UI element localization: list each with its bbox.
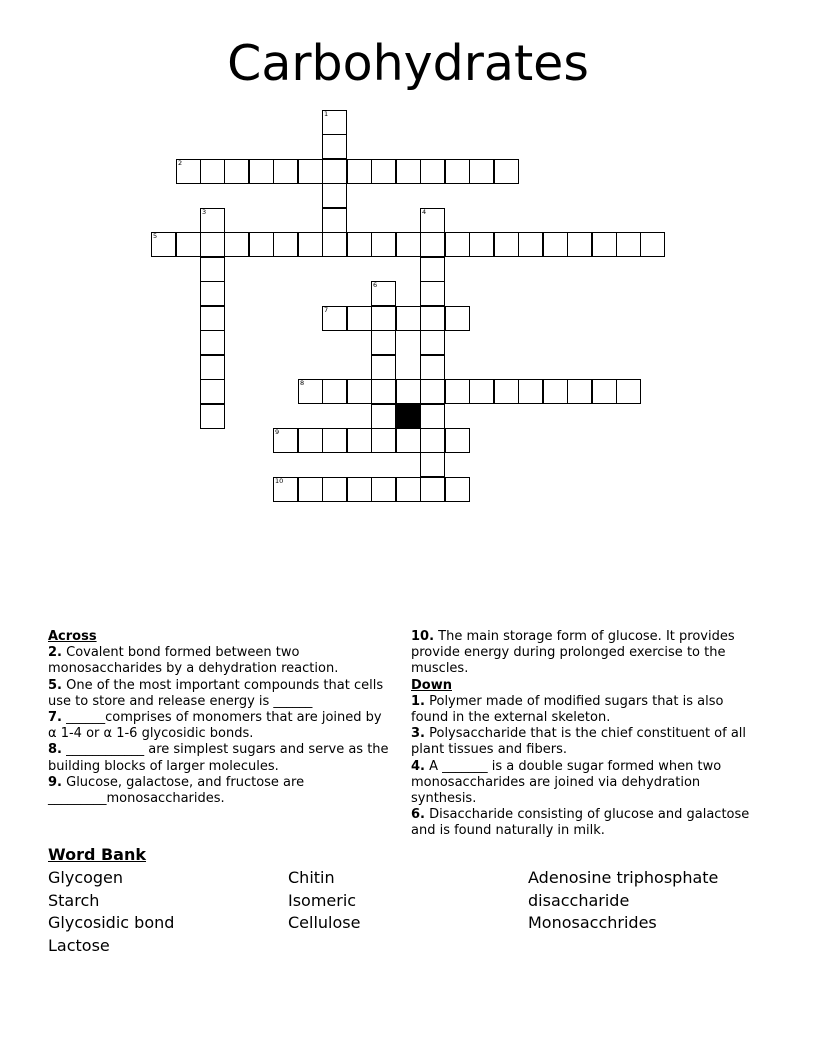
crossword-cell[interactable]	[151, 232, 176, 257]
clue-item-text: One of the most important compounds that cells use to store and release energy is ______	[48, 677, 384, 709]
crossword-cell[interactable]	[322, 183, 347, 208]
clue-item-text: The main storage form of glucose. It provides provide energy during prolonged exercise to the muscles.	[411, 629, 735, 677]
clue-item	[411, 807, 761, 839]
crossword-cell[interactable]	[543, 232, 568, 257]
crossword-cell[interactable]	[469, 379, 494, 404]
crossword-cell[interactable]	[273, 159, 298, 184]
clue-item-number: 2.	[48, 645, 62, 661]
crossword-cell[interactable]	[200, 208, 225, 233]
crossword-cell[interactable]	[322, 208, 347, 233]
crossword-cell[interactable]	[371, 428, 396, 453]
crossword-cell[interactable]	[420, 404, 445, 429]
clue-number: 6	[373, 281, 378, 289]
crossword-cell[interactable]	[347, 159, 372, 184]
crossword-cell[interactable]	[200, 379, 225, 404]
crossword-cell[interactable]	[396, 159, 421, 184]
clue-item	[48, 678, 393, 710]
word-bank-word: Isomeric	[288, 890, 357, 910]
crossword-cell[interactable]	[347, 428, 372, 453]
crossword-cell[interactable]	[200, 281, 225, 306]
clue-item	[48, 710, 393, 742]
crossword-cell[interactable]	[347, 306, 372, 331]
crossword-cell[interactable]	[200, 404, 225, 429]
clue-item-number: 8.	[48, 742, 62, 758]
clue-number: 9	[275, 428, 280, 436]
crossword-cell[interactable]	[298, 379, 323, 404]
crossword-cell[interactable]	[592, 379, 617, 404]
crossword-cell[interactable]	[396, 306, 421, 331]
crossword-cell[interactable]	[298, 477, 323, 502]
crossword-cell[interactable]	[273, 428, 298, 453]
crossword-cell[interactable]	[249, 159, 274, 184]
clue-item-number: 5.	[48, 677, 62, 693]
crossword-cell[interactable]	[445, 159, 470, 184]
word-bank-word: Glycogen	[48, 868, 124, 887]
crossword-black-cell	[396, 404, 421, 429]
crossword-cell[interactable]	[543, 379, 568, 404]
down-heading: Down	[411, 677, 452, 693]
crossword-cell[interactable]	[396, 428, 421, 453]
crossword-cell[interactable]	[518, 379, 543, 404]
crossword-cell[interactable]	[347, 379, 372, 404]
crossword-cell[interactable]	[371, 477, 396, 502]
crossword-cell[interactable]	[371, 330, 396, 355]
clue-number: 10	[275, 477, 284, 485]
word-bank-word: Glycosidic bond	[48, 913, 175, 933]
crossword-cell[interactable]	[200, 159, 225, 184]
crossword-cell[interactable]	[371, 306, 396, 331]
crossword-cell[interactable]	[469, 232, 494, 257]
clue-item-number: 6.	[411, 807, 425, 823]
crossword-cell[interactable]	[494, 379, 519, 404]
crossword-cell[interactable]	[298, 159, 323, 184]
crossword-cell[interactable]	[494, 232, 519, 257]
crossword-cell[interactable]	[322, 477, 347, 502]
crossword-cell[interactable]	[224, 232, 249, 257]
clue-number: 7	[324, 306, 329, 314]
crossword-cell[interactable]	[445, 379, 470, 404]
clue-item-text: A _______ is a double sugar formed when two monosaccharides are joined via dehydration synthesis.	[411, 758, 722, 807]
crossword-cell[interactable]	[322, 110, 347, 135]
clue-item-number: 1.	[411, 693, 425, 709]
crossword-cell[interactable]	[469, 159, 494, 184]
crossword-cell[interactable]	[322, 379, 347, 404]
crossword-cell[interactable]	[567, 232, 592, 257]
word-bank-word: Chitin	[288, 868, 335, 887]
crossword-cell[interactable]	[616, 232, 641, 257]
crossword-cell[interactable]	[445, 428, 470, 453]
crossword-cell[interactable]	[640, 232, 665, 257]
clues-right-column	[411, 629, 761, 840]
crossword-cell[interactable]	[224, 159, 249, 184]
crossword-cell[interactable]	[371, 232, 396, 257]
clue-item-number: 7.	[48, 710, 62, 726]
clue-item-number: 4.	[411, 758, 425, 774]
crossword-cell[interactable]	[347, 477, 372, 502]
crossword-cell[interactable]	[371, 159, 396, 184]
crossword-cell[interactable]	[592, 232, 617, 257]
clue-item-text: Glucose, galactose, and fructose are _________monosaccharides.	[48, 774, 305, 807]
clue-item	[48, 742, 393, 774]
clue-item-text: Polymer made of modified sugars that is also found in the external skeleton.	[411, 693, 724, 726]
crossword-cell[interactable]	[200, 306, 225, 331]
crossword-cell[interactable]	[567, 379, 592, 404]
crossword-cell[interactable]	[273, 232, 298, 257]
crossword-cell[interactable]	[420, 428, 445, 453]
crossword-cell[interactable]	[420, 208, 445, 233]
crossword-cell[interactable]	[249, 232, 274, 257]
crossword-cell[interactable]	[176, 232, 201, 257]
word-bank-word: Monosacchrides	[528, 913, 657, 933]
crossword-cell[interactable]	[396, 477, 421, 502]
crossword-cell[interactable]	[298, 232, 323, 257]
clue-item-number: 9.	[48, 774, 62, 790]
clue-item-text: Disaccharide consisting of glucose and galactose and is found naturally in milk.	[411, 807, 750, 839]
crossword-cell[interactable]	[420, 159, 445, 184]
clue-item-number: 10.	[411, 629, 435, 644]
crossword-cell[interactable]	[273, 477, 298, 502]
crossword-cell[interactable]	[445, 306, 470, 331]
clue-number: 4	[422, 208, 427, 216]
crossword-cell[interactable]	[420, 306, 445, 331]
crossword-cell[interactable]	[176, 159, 201, 184]
crossword-cell[interactable]	[298, 428, 323, 453]
crossword-grid	[0, 0, 816, 520]
crossword-cell[interactable]	[371, 404, 396, 429]
crossword-cell[interactable]	[322, 232, 347, 257]
clue-item	[411, 726, 761, 758]
clue-item	[411, 694, 761, 726]
clue-item	[411, 629, 761, 678]
clue-item	[411, 759, 761, 808]
crossword-cell[interactable]	[200, 330, 225, 355]
word-bank-word: Lactose	[48, 935, 110, 955]
clue-number: 1	[324, 110, 329, 118]
crossword-cell[interactable]	[616, 379, 641, 404]
page-title: Carbohydrates	[227, 35, 589, 92]
crossword-cell[interactable]	[518, 232, 543, 257]
crossword-cell[interactable]	[322, 134, 347, 159]
crossword-cell[interactable]	[371, 281, 396, 306]
clue-item	[48, 645, 393, 677]
crossword-cell[interactable]	[420, 477, 445, 502]
clue-number: 3	[202, 208, 207, 216]
word-bank-word: disaccharide	[528, 890, 630, 910]
across-heading: Across	[48, 629, 97, 644]
clues-left-column	[48, 629, 393, 807]
crossword-cell[interactable]	[200, 257, 225, 282]
crossword-cell[interactable]	[322, 428, 347, 453]
crossword-cell[interactable]	[445, 232, 470, 257]
crossword-cell[interactable]	[322, 159, 347, 184]
crossword-cell[interactable]	[371, 379, 396, 404]
word-bank-word: Cellulose	[288, 913, 361, 933]
clue-item-text: Covalent bond formed between two monosaccharides by a dehydration reaction.	[48, 645, 339, 677]
clue-item	[48, 775, 393, 807]
crossword-cell[interactable]	[494, 159, 519, 184]
word-bank-word: Starch	[48, 890, 100, 910]
crossword-cell[interactable]	[396, 379, 421, 404]
clue-number: 8	[300, 379, 305, 387]
crossword-cell[interactable]	[200, 232, 225, 257]
crossword-cell[interactable]	[420, 452, 445, 477]
word-bank-word: Adenosine triphosphate	[528, 868, 719, 887]
clue-item-text: ______comprises of monomers that are joined by α 1-4 or α 1-6 glycosidic bonds.	[48, 710, 382, 742]
clue-item-text: ____________ are simplest sugars and serve as the building blocks of larger molecules.	[48, 742, 389, 774]
clue-item-number: 3.	[411, 726, 425, 742]
crossword-cell[interactable]	[322, 306, 347, 331]
crossword-cell[interactable]	[420, 281, 445, 306]
clue-number: 5	[153, 232, 158, 240]
clue-item-text: Polysaccharide that is the chief constituent of all plant tissues and fibers.	[411, 726, 747, 758]
crossword-cell[interactable]	[420, 379, 445, 404]
crossword-cell[interactable]	[420, 232, 445, 257]
word-bank-heading: Word Bank	[48, 845, 147, 864]
crossword-cell[interactable]	[420, 355, 445, 380]
crossword-cell[interactable]	[347, 232, 372, 257]
clue-number: 2	[178, 159, 183, 167]
crossword-cell[interactable]	[420, 330, 445, 355]
crossword-cell[interactable]	[420, 257, 445, 282]
crossword-cell[interactable]	[396, 232, 421, 257]
crossword-cell[interactable]	[371, 355, 396, 380]
crossword-cell[interactable]	[200, 355, 225, 380]
crossword-cell[interactable]	[445, 477, 470, 502]
